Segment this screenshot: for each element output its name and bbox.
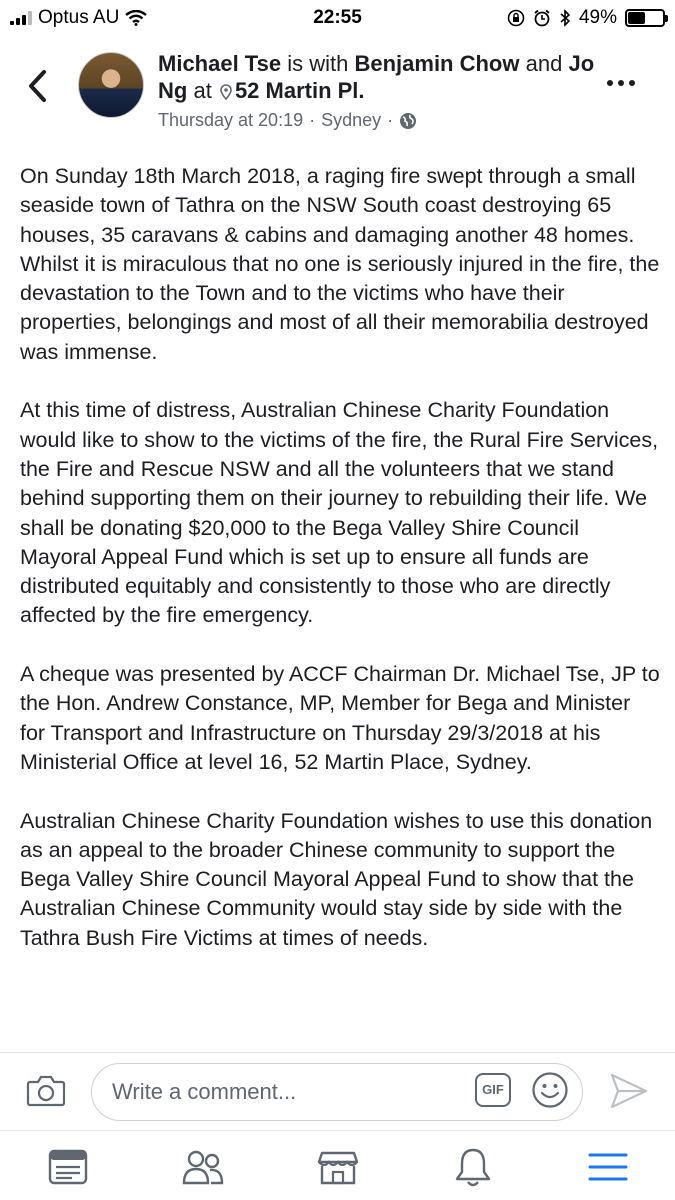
globe-icon [399,112,417,130]
post-body [20,162,660,982]
send-icon[interactable] [609,1072,649,1110]
post-timestamp[interactable]: Thursday at 20:19 [158,110,304,130]
tagged-person-2[interactable]: Jo Ng [158,51,595,103]
carrier-name: Optus AU [38,7,120,28]
status-time: 22:55 [313,7,362,28]
tagged-person-1[interactable]: Benjamin Chow [354,51,520,76]
marketplace-icon[interactable] [316,1145,360,1189]
status-bar [0,0,675,36]
more-options-icon[interactable] [607,80,635,86]
post-attribution [158,50,598,104]
comment-bar [0,1052,675,1128]
post-place: Sydney [321,110,382,130]
back-chevron-icon[interactable] [22,66,52,106]
friends-icon[interactable] [181,1145,225,1189]
and-text: and [525,51,563,76]
notifications-icon[interactable] [451,1145,495,1189]
emoji-icon[interactable] [531,1071,569,1109]
post-header [0,44,675,144]
post-meta [158,110,417,131]
post-paragraph: A cheque was presented by ACCF Chairman Dr. Michael Tse, JP to the Hon. Andrew Constance, MP, Member for Bega and Minister for Transport and Infrastructure on Thursday 29/3/2018 at his Ministerial Office at level 16, 52 Martin Place, Sydney. [20,662,660,774]
at-text: at [193,78,212,103]
gif-icon[interactable]: GIF [475,1073,511,1107]
meta-separator-2: · [387,110,394,130]
comment-input[interactable]: Write a comment... [91,1063,583,1121]
author-name[interactable]: Michael Tse [158,51,282,76]
with-text: is with [287,51,349,76]
rotation-lock-icon [507,9,525,27]
post-paragraph: At this time of distress, Australian Chinese Charity Foundation would like to show to the victims of the fire, the Rural Fire Services, the Fire and Rescue NSW and all the volunteers that we stand behind supporting them on their journey to rebuilding their life. We shall be donating $20,000 to the Bega Valley Shire Council Mayoral Appeal Fund which is set up to ensure all funds are distributed equitably and consistently to those who are directly affected by the fire emergency. [20,398,659,628]
battery-percent: 49% [578,7,617,28]
post-paragraph: Australian Chinese Charity Foundation wishes to use this donation as an appeal to the broader Chinese community to support the Bega Valley Shire Council Mayoral Appeal Fund to show that the Australian Chinese Community would stay side by side with the Tathra Bush Fire Victims at times of needs. [20,808,653,950]
location-name[interactable]: 52 Martin Pl. [234,78,365,103]
location-pin-icon [220,84,232,100]
tab-bar [0,1130,675,1200]
post-paragraph: On Sunday 18th March 2018, a raging fire swept through a small seaside town of Tathra on the NSW South coast destroying 65 houses, 35 caravans & cabins and damaging another 48 homes. Whilst it is miraculous that no one is seriously injured in the fire, the devastation to the Town and to the victims who have their properties, belongings and most of all their memorabilia destroyed was immense. [20,164,660,364]
bluetooth-icon [559,9,571,27]
menu-icon[interactable] [586,1145,630,1189]
author-avatar[interactable] [78,52,144,118]
battery-icon [625,9,665,27]
camera-icon[interactable] [26,1073,66,1107]
meta-separator: · [309,110,316,130]
alarm-icon [533,9,551,27]
news-feed-icon[interactable] [46,1145,90,1189]
